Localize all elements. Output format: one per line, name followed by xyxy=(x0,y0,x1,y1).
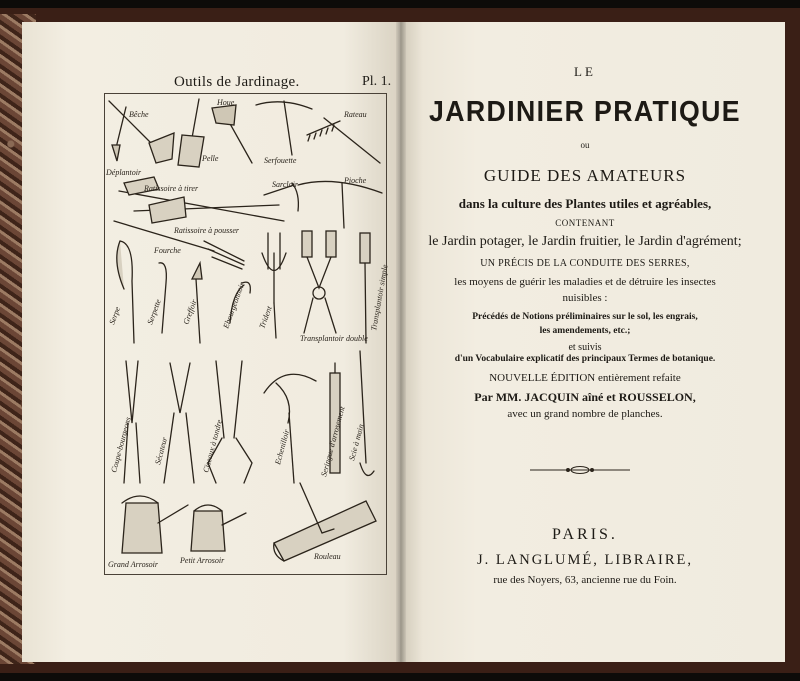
label-secateur: Sécateur xyxy=(153,436,170,466)
transplantoir-double-icon xyxy=(302,231,336,333)
ornament-divider-icon xyxy=(530,464,630,476)
plate-title: Outils de Jardinage. xyxy=(174,74,300,90)
label-echenilloir: Echenilloir xyxy=(273,428,292,466)
main-title: JARDINIER PRATIQUE xyxy=(429,96,741,128)
rateau-icon xyxy=(307,118,380,163)
vocabulaire-line: d'un Vocabulaire explicatif des principaux Termes de botanique. xyxy=(454,354,716,364)
label-scie-main: Scie à main xyxy=(347,423,366,462)
imprint-city: PARIS. xyxy=(552,526,618,543)
label-transplantoir-double: Transplantoir double xyxy=(300,334,368,343)
label-seringue: Seringue d'arrosement xyxy=(319,405,347,478)
authors-line: Par MM. JACQUIN aîné et ROUSSELON, xyxy=(474,390,696,404)
moyens-line-1: les moyens de guérir les maladies et de détruire les insectes xyxy=(454,276,716,288)
suivis-line: et suivis xyxy=(568,342,602,353)
imprint-address: rue des Noyers, 63, ancienne rue du Foin. xyxy=(493,574,677,586)
label-beche: Bêche xyxy=(129,110,149,119)
petit-arrosoir-icon xyxy=(191,505,246,551)
imprint-publisher: J. LANGLUMÉ, LIBRAIRE, xyxy=(477,552,693,568)
planches-line: avec un grand nombre de planches. xyxy=(507,408,663,420)
label-greffoir: Greffoir xyxy=(181,298,199,326)
label-petit-arrosoir: Petit Arrosoir xyxy=(180,556,225,565)
precis-line: UN PRÉCIS DE LA CONDUITE DES SERRES, xyxy=(480,258,690,269)
subtitle-guide: GUIDE DES AMATEURS xyxy=(483,166,687,185)
plate-number: Pl. 1. xyxy=(362,74,392,89)
label-grand-arrosoir: Grand Arrosoir xyxy=(108,560,159,569)
scie-icon xyxy=(360,351,374,476)
pelle-icon xyxy=(178,99,204,167)
label-ratissoire-pousser: Ratissoire à pousser xyxy=(174,226,240,235)
label-pioche: Pioche xyxy=(344,176,367,185)
echenilloir-icon xyxy=(264,374,316,483)
secateur-icon xyxy=(164,363,194,483)
subtitle-culture: dans la culture des Plantes utiles et agréables, xyxy=(458,196,712,211)
label-houe: Houe xyxy=(217,98,235,107)
grand-arrosoir-icon xyxy=(122,496,188,553)
label-serpette: Serpette xyxy=(145,297,163,326)
label-serfouette: Serfouette xyxy=(264,156,297,165)
serpette-icon xyxy=(159,263,166,333)
label-ebourgeonnoir: Ebourgeonnoir xyxy=(221,280,247,330)
label-fourche: Fourche xyxy=(154,246,181,255)
transplantoir-simple-icon xyxy=(360,233,370,343)
label-ciseaux-tondre: Ciseaux à tondre xyxy=(201,418,225,474)
edition-line: NOUVELLE ÉDITION entièrement refaite xyxy=(489,372,681,384)
precedes-line-1: Précédés de Notions préliminaires sur le sol, les engrais, xyxy=(472,312,698,322)
label-rouleau: Rouleau xyxy=(314,552,341,561)
label-transplantoir-simple: Transplantoir simple xyxy=(369,263,390,332)
pioche-icon xyxy=(298,181,382,228)
label-sarcloir: Sarcloir xyxy=(272,180,298,189)
label-pelle: Pelle xyxy=(202,154,219,163)
serpe-icon xyxy=(117,241,134,343)
contenant-label: CONTENANT xyxy=(555,218,615,228)
label-deplantoir: Déplantoir xyxy=(106,168,142,177)
moyens-line-2: nuisibles : xyxy=(562,292,608,304)
title-ou: ou xyxy=(580,140,590,150)
pioche-top-icon xyxy=(256,101,312,155)
garden-tools-engraving xyxy=(104,93,390,573)
rouleau-icon xyxy=(274,483,376,561)
label-trident: Trident xyxy=(257,304,274,330)
label-rateau: Rateau xyxy=(344,110,367,119)
precedes-line-2: les amendements, etc.; xyxy=(539,326,631,336)
label-coupe-bourgeons: Coupe-bourgeons xyxy=(109,416,133,474)
label-ratissoire-tirer: Ratissoire à tirer xyxy=(144,184,199,193)
jardins-line: le Jardin potager, le Jardin fruitier, le Jardin d'agrément; xyxy=(428,234,742,249)
label-serpe: Serpe xyxy=(107,305,123,326)
title-le: LE xyxy=(574,64,596,79)
